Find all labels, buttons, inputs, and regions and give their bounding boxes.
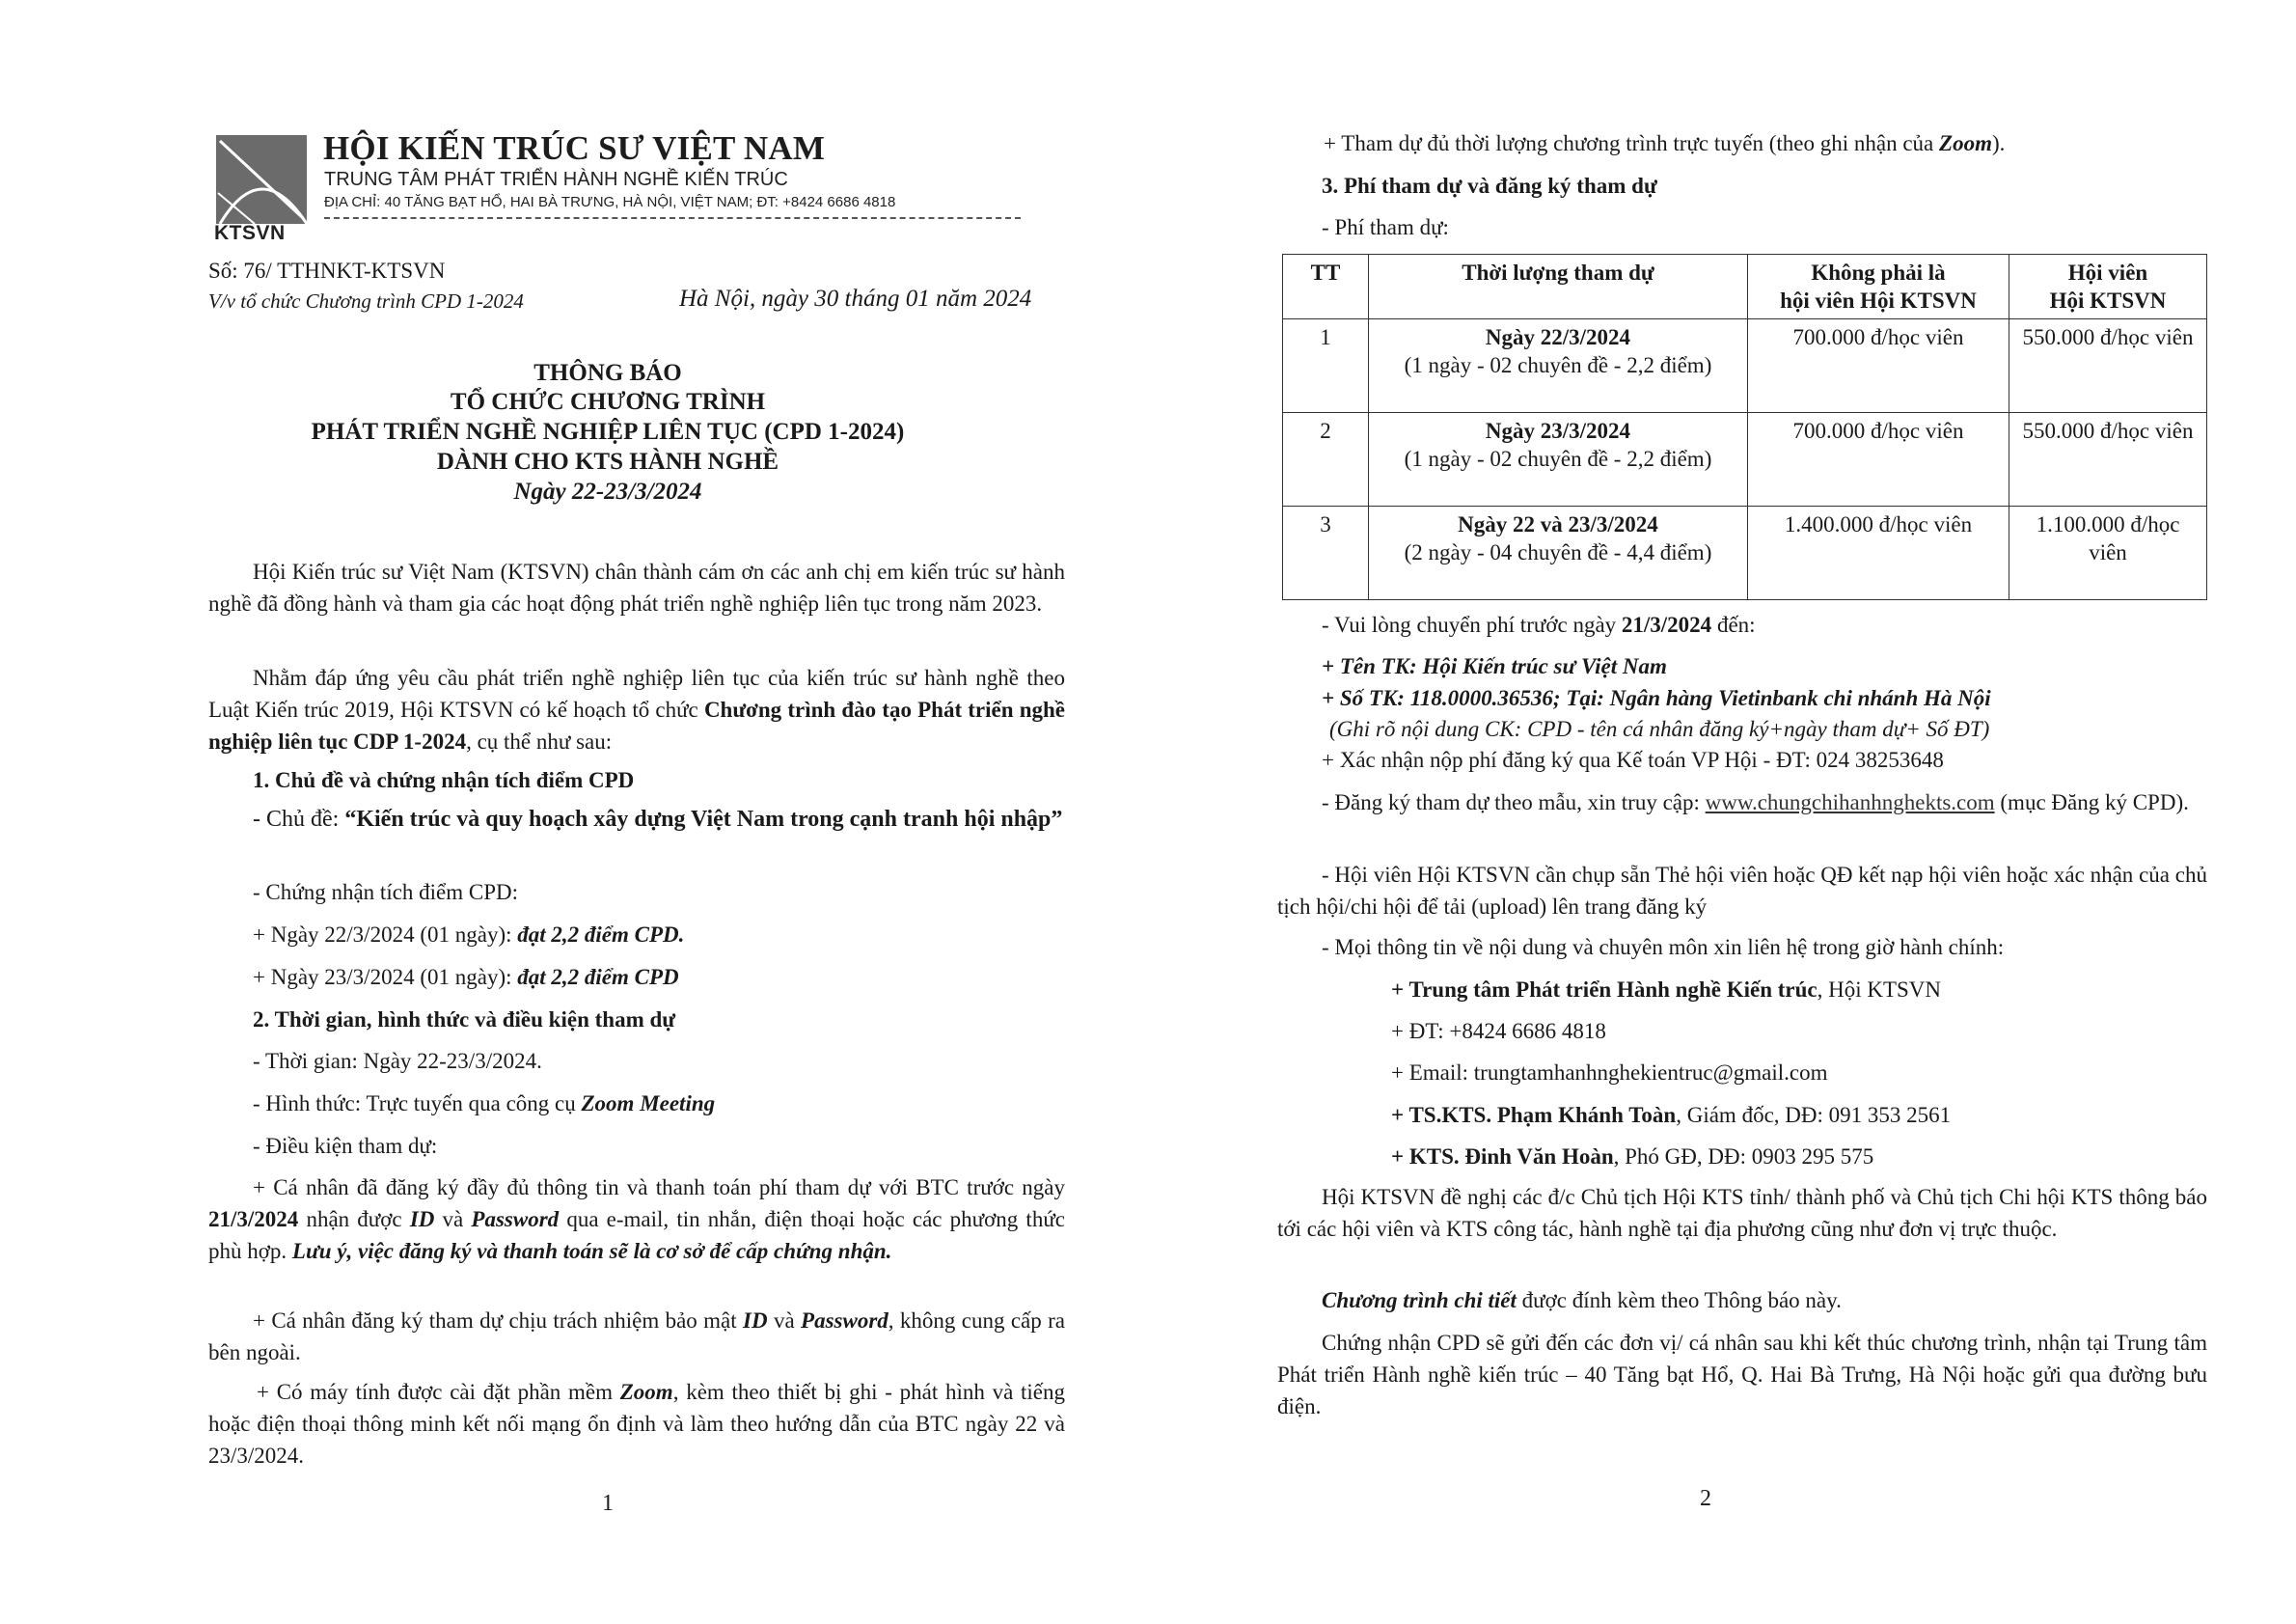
header-non-member: Không phải là hội viên Hội KTSVN [1748,255,2009,319]
logo-text: KTSVN [214,222,286,244]
letterhead-divider [324,217,1021,219]
contact-phone: + ĐT: +8424 6686 4818 [1391,1019,1606,1043]
page-number-1: 1 [602,1491,614,1516]
section-3-heading: 3. Phí tham dự và đăng ký tham dự [1322,174,1657,198]
header-tt: TT [1283,255,1369,319]
transfer-note: (Ghi rõ nội dung CK: CPD - tên cá nhân đăng ký+ngày tham dự+ Số ĐT) [1329,717,1990,741]
attachment-note: Chương trình chi tiết được đính kèm theo Thông báo này. [1322,1288,1842,1312]
title-line-4: DÀNH CHO KTS HÀNH NGHỀ [436,449,779,475]
row-member-fee: 1.100.000 đ/học viên [2009,507,2207,600]
contact-label: - Mọi thông tin về nội dung và chuyên môn xin liên hệ trong giờ hành chính: [1322,935,2005,959]
place-date: Hà Nội, ngày 30 tháng 01 năm 2024 [679,286,1032,312]
center-name: TRUNG TÂM PHÁT TRIỂN HÀNH NGHỀ KIẾN TRÚC [324,169,788,190]
section-1-heading: 1. Chủ đề và chứng nhận tích điểm CPD [253,768,635,792]
header-member: Hội viên Hội KTSVN [2009,255,2207,319]
fee-table [1282,254,2207,600]
condition-3: + Có máy tính được cài đặt phần mềm Zoom, kèm theo thiết bị ghi - phát hình và tiếng hoặc điện thoại thông minh kết nối mạng ổn định và làm theo hướng dẫn của BTC ngày 22 và 23/3/2024. [208,1380,1065,1468]
section-1-topic: - Chủ đề: “Kiến trúc và quy hoạch xây dựng Việt Nam trong cạnh tranh hội nhập” [253,807,1063,832]
title-line-3: PHÁT TRIỂN NGHỀ NGHIỆP LIÊN TỤC (CPD 1-2024) [311,419,905,445]
table-row [1283,413,2207,507]
page-number-2: 2 [1700,1486,1711,1511]
section-2-time: - Thời gian: Ngày 22-23/3/2024. [253,1049,542,1073]
section-1-day-1: + Ngày 22/3/2024 (01 ngày): đạt 2,2 điểm CPD. [253,922,685,947]
section-1-day-2: + Ngày 23/3/2024 (01 ngày): đạt 2,2 điểm CPD [253,965,679,989]
row-tt: 3 [1283,507,1369,600]
registration-link[interactable]: www.chungchihanhnghekts.com [1705,790,1995,814]
row-tt: 2 [1283,413,1369,507]
certificate-paragraph: Chứng nhận CPD sẽ gửi đến các đơn vị/ cá nhân sau khi kết thúc chương trình, nhận tại Trung tâm Phát triển Hành nghề kiến trúc – 40 Tăng bạt Hổ, Q. Hai Bà Trưng, Hà Nội hoặc gửi qua đường bưu điện. [1277,1331,2207,1418]
table-row [1283,507,2207,600]
table-row [1283,319,2207,413]
intro-paragraph-2: Nhằm đáp ứng yêu cầu phát triển nghề nghiệp liên tục của kiến trúc sư hành nghề theo Luật Kiến trúc 2019, Hội KTSVN có kế hoạch tổ chức Chương trình đào tạo Phát triển nghề nghiệp liên tục CDP 1-2024, cụ thể như sau: [208,666,1065,754]
ktsvn-logo-icon [216,135,307,224]
fee-label: - Phí tham dự: [1322,215,1449,239]
registration-info: - Đăng ký tham dự theo mẫu, xin truy cập: www.chungchihanhnghekts.com (mục Đăng ký CPD). [1322,790,2189,814]
row-member-fee: 550.000 đ/học viên [2009,319,2207,413]
fee-table-header [1283,255,2207,319]
title-line-1: THÔNG BÁO [533,360,682,386]
section-1-cert-label: - Chứng nhận tích điểm CPD: [253,880,519,904]
condition-2: + Cá nhân đăng ký tham dự chịu trách nhiệm bảo mật ID và Password, không cung cấp ra bên ngoài. [208,1308,1065,1364]
title-line-2: TỔ CHỨC CHƯƠNG TRÌNH [450,389,766,415]
row-non-member-fee: 700.000 đ/học viên [1748,319,2009,413]
org-address: ĐỊA CHỈ: 40 TĂNG BẠT HỔ, HAI BÀ TRƯNG, HÀ NỘI, VIỆT NAM; ĐT: +8424 6686 4818 [324,194,896,210]
request-paragraph: Hội KTSVN đề nghị các đ/c Chủ tịch Hội KTS tỉnh/ thành phố và Chủ tịch Chi hội KTS thông báo tới các hội viên và KTS công tác, hành nghề tại địa phương cũng như đơn vị trực thuộc. [1277,1185,2207,1241]
row-non-member-fee: 1.400.000 đ/học viên [1748,507,2009,600]
transfer-instruction: - Vui lòng chuyển phí trước ngày 21/3/2024 đến: [1322,613,1756,637]
member-requirement: - Hội viên Hội KTSVN cần chụp sẵn Thẻ hội viên hoặc QĐ kết nạp hội viên hoặc xác nhận của chủ tịch hội/chi hội để tải (upload) lên trang đăng ký [1277,863,2207,919]
document-number: Số: 76/ TTHNKT-KTSVN [208,259,446,283]
section-2-form: - Hình thức: Trực tuyến qua công cụ Zoom Meeting [253,1091,716,1115]
row-tt: 1 [1283,319,1369,413]
title-date: Ngày 22-23/3/2024 [513,479,702,505]
row-duration: Ngày 23/3/2024 (1 ngày - 02 chuyên đề - 2,2 điểm) [1369,413,1748,507]
condition-1: + Cá nhân đã đăng ký đầy đủ thông tin và thanh toán phí tham dự với BTC trước ngày 21/3/2024 nhận được ID và Password qua e-mail, tin nhắn, điện thoại hoặc các phương thức phù hợp. Lưu ý, việc đăng ký và thanh toán sẽ là cơ sở để cấp chứng nhận. [208,1175,1065,1263]
contact-deputy: + KTS. Đinh Văn Hoàn, Phó GĐ, DĐ: 0903 295 575 [1391,1144,1874,1169]
section-2-conditions-label: - Điều kiện tham dự: [253,1134,438,1158]
account-name: + Tên TK: Hội Kiến trúc sư Việt Nam [1322,654,1667,678]
fee-confirmation: + Xác nhận nộp phí đăng ký qua Kế toán VP Hội - ĐT: 024 38253648 [1322,748,1944,772]
row-member-fee: 550.000 đ/học viên [2009,413,2207,507]
section-2-heading: 2. Thời gian, hình thức và điều kiện tham dự [253,1007,676,1032]
org-name: HỘI KIẾN TRÚC SƯ VIỆT NAM [323,129,826,167]
row-non-member-fee: 700.000 đ/học viên [1748,413,2009,507]
contact-director: + TS.KTS. Phạm Khánh Toàn, Giám đốc, DĐ: 091 353 2561 [1391,1103,1952,1127]
intro-paragraph-1: Hội Kiến trúc sư Việt Nam (KTSVN) chân thành cám ơn các anh chị em kiến trúc sư hành nghề đã đồng hành và tham gia các hoạt động phát triển nghề nghiệp liên tục trong năm 2023. [208,560,1065,616]
row-duration: Ngày 22 và 23/3/2024 (2 ngày - 04 chuyên đề - 4,4 điểm) [1369,507,1748,600]
attendance-condition: + Tham dự đủ thời lượng chương trình trực tuyến (theo ghi nhận của Zoom). [1324,131,2006,155]
contact-email: + Email: trungtamhanhnghekientruc@gmail.com [1391,1060,1828,1085]
document-subject: V/v tổ chức Chương trình CPD 1-2024 [208,289,524,313]
account-number: + Số TK: 118.0000.36536; Tại: Ngân hàng Vietinbank chi nhánh Hà Nội [1322,686,1991,710]
header-duration: Thời lượng tham dự [1369,255,1748,319]
contact-center: + Trung tâm Phát triển Hành nghề Kiến trúc, Hội KTSVN [1391,977,1942,1002]
row-duration: Ngày 22/3/2024 (1 ngày - 02 chuyên đề - 2,2 điểm) [1369,319,1748,413]
